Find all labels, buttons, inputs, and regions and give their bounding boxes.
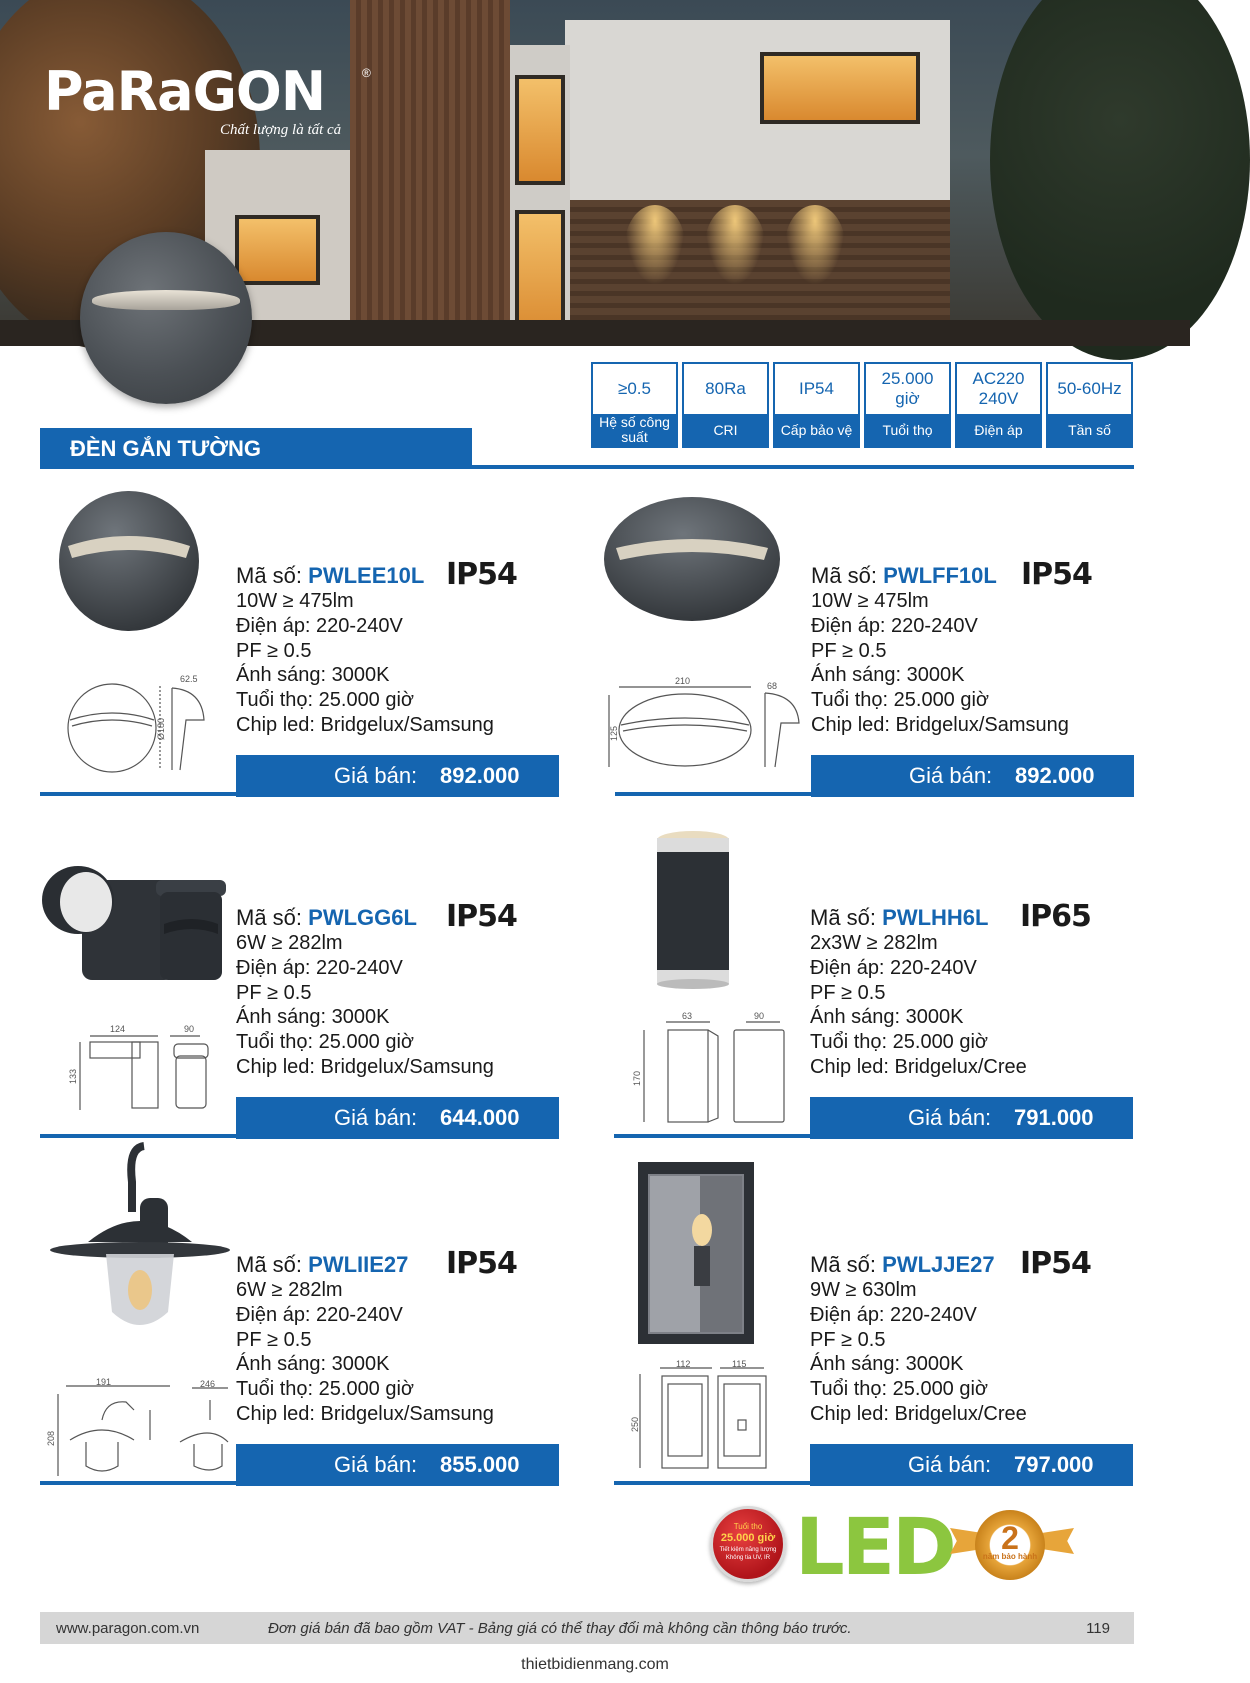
product-voltage: Điện áp: 220-240V xyxy=(236,1303,403,1326)
product-chip: Chip led: Bridgelux/Cree xyxy=(810,1055,1027,1078)
logo-wordmark: PaRaGON xyxy=(44,60,326,123)
lifetime-badge-line: Không tia UV, IR xyxy=(725,1555,771,1561)
spec-value: 80Ra xyxy=(705,379,746,398)
drawing-dim: 208 xyxy=(46,1430,56,1446)
product-lifetime: Tuổi thọ: 25.000 giờ xyxy=(811,689,990,712)
spec-value: 50-60Hz xyxy=(1057,379,1122,398)
product-chip: Chip led: Bridgelux/Samsung xyxy=(236,1055,494,1078)
product-code-value: PWLFF10L xyxy=(883,563,997,588)
product-code-value: PWLGG6L xyxy=(308,905,417,930)
lifetime-badge-line: Tuổi thọ xyxy=(733,1522,763,1531)
section-divider xyxy=(40,465,1134,469)
led-logo: LED xyxy=(795,1503,954,1593)
drawing-dim: 125 xyxy=(609,725,619,741)
product-specs xyxy=(236,931,494,1080)
footer-note: Đơn giá bán đã bao gồm VAT - Bảng giá có thể thay đổi mà không cần thông báo trước. xyxy=(268,1620,852,1637)
product-code xyxy=(810,1252,995,1278)
product-baseline xyxy=(40,1134,240,1138)
product-lifetime: Tuổi thọ: 25.000 giờ xyxy=(236,689,415,712)
price-value: 791.000 xyxy=(1014,1105,1094,1130)
footer-bar xyxy=(40,1612,1134,1644)
product-pf: PF ≥ 0.5 xyxy=(810,1328,886,1351)
product-code xyxy=(811,563,997,589)
page-number: 119 xyxy=(1086,1620,1110,1637)
product-code xyxy=(236,1252,408,1278)
price-value: 855.000 xyxy=(440,1452,520,1477)
product-code-label: Mã số: xyxy=(810,1252,877,1277)
product-baseline xyxy=(614,1134,814,1138)
product-baseline xyxy=(614,1481,814,1485)
product-voltage: Điện áp: 220-240V xyxy=(810,956,977,979)
product-code xyxy=(236,563,424,589)
drawing-dim: 250 xyxy=(630,1416,640,1432)
drawing-dim: 210 xyxy=(675,676,691,686)
footer-url[interactable]: www.paragon.com.vn xyxy=(56,1620,200,1637)
warranty-text: năm bảo hành xyxy=(982,1552,1038,1561)
price-value: 892.000 xyxy=(1015,763,1095,788)
product-code-value: PWLHH6L xyxy=(882,905,989,930)
product-voltage: Điện áp: 220-240V xyxy=(236,956,403,979)
product-light: Ánh sáng: 3000K xyxy=(236,664,390,687)
spec-value: IP54 xyxy=(799,379,834,398)
spec-label: Tuổi thọ xyxy=(866,414,949,446)
drawing-dim: 90 xyxy=(754,1011,765,1021)
product-specs xyxy=(236,1278,494,1427)
spec-label: CRI xyxy=(684,414,767,446)
drawing-dim: 90 xyxy=(184,1024,195,1034)
product-light: Ánh sáng: 3000K xyxy=(236,1353,390,1376)
product-specs xyxy=(810,931,1027,1080)
product-chip: Chip led: Bridgelux/Samsung xyxy=(236,1402,494,1425)
hero-light-glow xyxy=(785,205,845,285)
drawing-dim: 170 xyxy=(632,1070,642,1086)
drawing-dim: 246 xyxy=(200,1379,216,1389)
lifetime-badge-line: Tiết kiệm năng lượng xyxy=(719,1547,777,1553)
drawing-dim: 62.5 xyxy=(180,674,198,684)
product-code-label: Mã số: xyxy=(810,905,877,930)
product-code-label: Mã số: xyxy=(236,1252,303,1277)
product-pf: PF ≥ 0.5 xyxy=(236,981,312,1004)
hero-tree-right xyxy=(990,0,1250,360)
spec-value: AC220 240V xyxy=(972,369,1025,408)
section-title: ĐÈN GẮN TƯỜNG xyxy=(70,436,262,461)
product-drawing xyxy=(634,1010,814,1130)
drawing-dim: 124 xyxy=(110,1024,126,1034)
price-label: Giá bán: xyxy=(334,763,418,788)
product-drawing xyxy=(62,670,212,780)
product-image-box-lantern xyxy=(636,1160,756,1346)
product-drawing xyxy=(605,675,805,775)
product-power: 9W ≥ 630lm xyxy=(810,1279,917,1301)
product-image-adjustable-lamp xyxy=(36,862,236,982)
product-light: Ánh sáng: 3000K xyxy=(810,1006,964,1029)
product-lifetime: Tuổi thọ: 25.000 giờ xyxy=(236,1031,415,1054)
product-code xyxy=(810,905,988,931)
paragon-logo xyxy=(44,60,374,144)
product-chip: Chip led: Bridgelux/Samsung xyxy=(236,713,494,736)
product-pf: PF ≥ 0.5 xyxy=(236,1328,312,1351)
product-chip: Chip led: Bridgelux/Samsung xyxy=(811,713,1069,736)
product-ip-rating: IP54 xyxy=(446,899,517,934)
drawing-dim: 68 xyxy=(767,681,778,691)
spec-box-lifetime xyxy=(864,362,951,448)
product-drawing xyxy=(46,1377,230,1480)
product-voltage: Điện áp: 220-240V xyxy=(810,1303,977,1326)
product-price-bar xyxy=(236,1097,559,1139)
product-ip-rating: IP54 xyxy=(1020,1246,1091,1281)
product-voltage: Điện áp: 220-240V xyxy=(236,614,403,637)
product-ip-rating: IP54 xyxy=(1021,557,1092,592)
hero-window xyxy=(515,75,565,185)
product-price-bar xyxy=(810,1097,1133,1139)
product-light: Ánh sáng: 3000K xyxy=(811,664,965,687)
hero-light-glow xyxy=(705,205,765,285)
lifetime-badge-hours: 25.000 giờ xyxy=(720,1532,776,1544)
product-baseline xyxy=(615,792,815,796)
site-watermark: thietbidienmang.com xyxy=(521,1656,669,1673)
drawing-dim: 63 xyxy=(682,1011,693,1021)
product-specs xyxy=(810,1278,1027,1427)
spec-box-cri xyxy=(682,362,769,448)
product-price-bar xyxy=(810,1444,1133,1486)
product-lifetime: Tuổi thọ: 25.000 giờ xyxy=(810,1378,989,1401)
warranty-badge xyxy=(975,1510,1045,1580)
price-label: Giá bán: xyxy=(908,1452,992,1477)
product-drawing xyxy=(50,1022,230,1112)
spec-box-voltage xyxy=(955,362,1042,448)
product-image-oval-lamp xyxy=(602,494,782,624)
product-image-round-lamp xyxy=(58,486,200,636)
product-price-bar xyxy=(236,1444,559,1486)
product-code-label: Mã số: xyxy=(236,563,303,588)
hero-lamp-image xyxy=(80,232,252,404)
drawing-dim: 112 xyxy=(676,1359,691,1369)
spec-label: Điện áp xyxy=(957,414,1040,446)
spec-box-ip-rating xyxy=(773,362,860,448)
price-label: Giá bán: xyxy=(908,1105,992,1130)
product-code-label: Mã số: xyxy=(811,563,878,588)
drawing-dim: 133 xyxy=(68,1068,78,1084)
product-pf: PF ≥ 0.5 xyxy=(236,639,312,662)
logo-tagline: Chất lượng là tất cả xyxy=(220,122,342,138)
product-baseline xyxy=(40,792,240,796)
product-chip: Chip led: Bridgelux/Cree xyxy=(810,1402,1027,1425)
product-light: Ánh sáng: 3000K xyxy=(236,1006,390,1029)
product-drawing xyxy=(630,1359,784,1474)
product-power: 6W ≥ 282lm xyxy=(236,932,343,954)
product-price-bar xyxy=(236,755,559,797)
product-power: 10W ≥ 475lm xyxy=(811,590,929,612)
product-lifetime: Tuổi thọ: 25.000 giờ xyxy=(236,1378,415,1401)
drawing-dim: Ø180 xyxy=(156,717,166,740)
logo-registered-mark: ® xyxy=(362,66,371,80)
product-image-lantern-hat-lamp xyxy=(48,1142,232,1342)
price-value: 797.000 xyxy=(1014,1452,1094,1477)
product-code-value: PWLIIE27 xyxy=(308,1252,409,1277)
price-label: Giá bán: xyxy=(909,763,993,788)
spec-label: Hệ số công suất xyxy=(593,414,676,446)
product-pf: PF ≥ 0.5 xyxy=(810,981,886,1004)
product-specs xyxy=(236,589,494,738)
price-value: 892.000 xyxy=(440,763,520,788)
spec-value: 25.000 giờ xyxy=(881,369,934,408)
drawing-dim: 115 xyxy=(732,1359,747,1369)
product-voltage: Điện áp: 220-240V xyxy=(811,614,978,637)
product-image-cylinder-lamp xyxy=(655,830,731,990)
product-code-value: PWLEE10L xyxy=(308,563,425,588)
hero-light-glow xyxy=(625,205,685,285)
price-value: 644.000 xyxy=(440,1105,520,1130)
hero-window xyxy=(760,52,920,124)
product-specs xyxy=(811,589,1069,738)
hero-house-wood-column xyxy=(350,0,510,346)
product-price-bar xyxy=(811,755,1134,797)
product-lifetime: Tuổi thọ: 25.000 giờ xyxy=(810,1031,989,1054)
product-power: 2x3W ≥ 282lm xyxy=(810,932,938,954)
warranty-years: 2 xyxy=(1001,1520,1019,1556)
product-power: 10W ≥ 475lm xyxy=(236,590,354,612)
product-ip-rating: IP54 xyxy=(446,1246,517,1281)
lifetime-badge xyxy=(710,1506,786,1582)
product-ip-rating: IP54 xyxy=(446,557,517,592)
spec-box-power-factor xyxy=(591,362,678,448)
product-code-value: PWLJJE27 xyxy=(882,1252,995,1277)
spec-label: Tần số xyxy=(1048,414,1131,446)
product-ip-rating: IP65 xyxy=(1020,899,1091,934)
product-pf: PF ≥ 0.5 xyxy=(811,639,887,662)
product-light: Ánh sáng: 3000K xyxy=(810,1353,964,1376)
spec-value: ≥0.5 xyxy=(618,379,651,398)
price-label: Giá bán: xyxy=(334,1105,418,1130)
price-label: Giá bán: xyxy=(334,1452,418,1477)
product-code-label: Mã số: xyxy=(236,905,303,930)
drawing-dim: 191 xyxy=(96,1377,112,1387)
product-power: 6W ≥ 282lm xyxy=(236,1279,343,1301)
product-code xyxy=(236,905,417,931)
product-baseline xyxy=(40,1481,240,1485)
spec-box-frequency xyxy=(1046,362,1133,448)
hero-window xyxy=(235,215,320,285)
spec-label: Cấp bảo vệ xyxy=(775,414,858,446)
